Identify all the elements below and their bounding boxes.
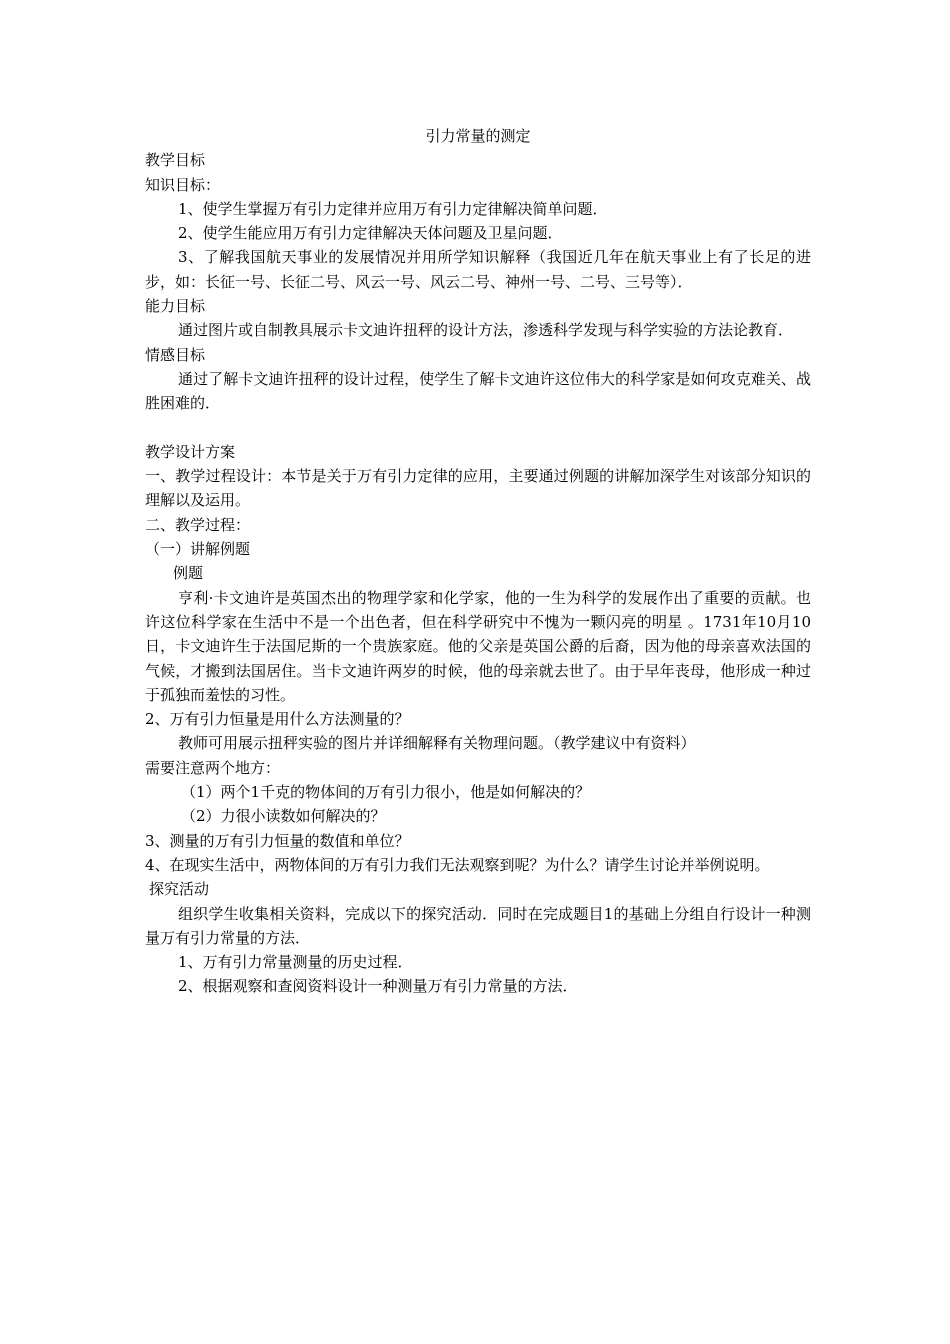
- inquiry-activity-item: 2、根据观察和查阅资料设计一种测量万有引力常量的方法．: [178, 977, 578, 996]
- heading-inquiry-activity: 探究活动: [149, 880, 210, 899]
- attention-point: （1）两个1千克的物体间的万有引力很小，他是如何解决的？: [181, 783, 591, 802]
- knowledge-goal-item: 1、使学生掌握万有引力定律并应用万有引力定律解决简单问题．: [178, 199, 608, 218]
- heading-knowledge-goals: 知识目标：: [145, 175, 221, 194]
- document-title: 引力常量的测定: [425, 127, 531, 145]
- knowledge-goal-item: 3、了解我国航天事业的发展情况并用所学知识解释（我国近几年在航天事业上有了长足的进步，如：长征一号、长征二号、风云一号、风云二号、神州一号、二号、三号等）．: [145, 248, 811, 291]
- inquiry-activity-text: 组织学生收集相关资料，完成以下的探究活动．同时在完成题目1的基础上分组自行设计一种测量万有引力常量的方法．: [145, 904, 811, 947]
- process-design-text: 一、教学过程设计：本节是关于万有引力定律的应用，主要通过例题的讲解加深学生对该部分知识的理解以及运用。: [145, 467, 811, 510]
- attention-point: （2）力很小读数如何解决的？: [181, 807, 386, 826]
- heading-emotion-goals: 情感目标: [145, 345, 206, 364]
- heading-teaching-process: 二、教学过程：: [145, 515, 251, 534]
- cavendish-biography: 亨利·卡文迪许是英国杰出的物理学家和化学家，他的一生为科学的发展作出了重要的贡献。也许这位科学家在生活中不是一个出色者，但在科学研究中不愧为一颗闪亮的明星 。1731年10月10日，卡文迪许生于法国尼斯的一个贵族家庭。他的父亲是英国公爵的后裔，因为他的母亲喜欢法国的气候，才搬到法国居住。当卡文迪许两岁的时候，他的母亲就去世了。由于早年丧母，他形成一种过于孤独而羞怯的习性。: [145, 588, 811, 704]
- emotion-goal-text: 通过了解卡文迪许扭秤的设计过程，使学生了解卡文迪许这位伟大的科学家是如何攻克难关、战胜困难的．: [145, 369, 811, 413]
- heading-design-plan: 教学设计方案: [145, 442, 236, 461]
- blank-line: [145, 416, 811, 440]
- document-page: [145, 124, 811, 999]
- question-4: 4、在现实生活中，两物体间的万有引力我们无法观察到呢？为什么？请学生讨论并举例说明。: [145, 855, 770, 874]
- knowledge-goal-item: 2、使学生能应用万有引力定律解决天体问题及卫星问题．: [178, 224, 563, 243]
- heading-explain-examples: （一）讲解例题: [145, 540, 251, 559]
- heading-teaching-goals: 教学目标: [145, 151, 206, 170]
- question-2: 2、万有引力恒量是用什么方法测量的？: [145, 710, 410, 729]
- heading-example: 例题: [173, 564, 204, 583]
- attention-points-heading: 需要注意两个地方：: [145, 758, 281, 777]
- heading-ability-goals: 能力目标: [145, 297, 206, 316]
- ability-goal-text: 通过图片或自制教具展示卡文迪许扭秤的设计方法，渗透科学发现与科学实验的方法论教育．: [178, 321, 794, 340]
- inquiry-activity-item: 1、万有引力常量测量的历史过程．: [178, 953, 413, 972]
- teacher-note: 教师可用展示扭秤实验的图片并详细解释有关物理问题。（教学建议中有资料）: [178, 734, 696, 753]
- question-3: 3、测量的万有引力恒量的数值和单位？: [145, 831, 410, 850]
